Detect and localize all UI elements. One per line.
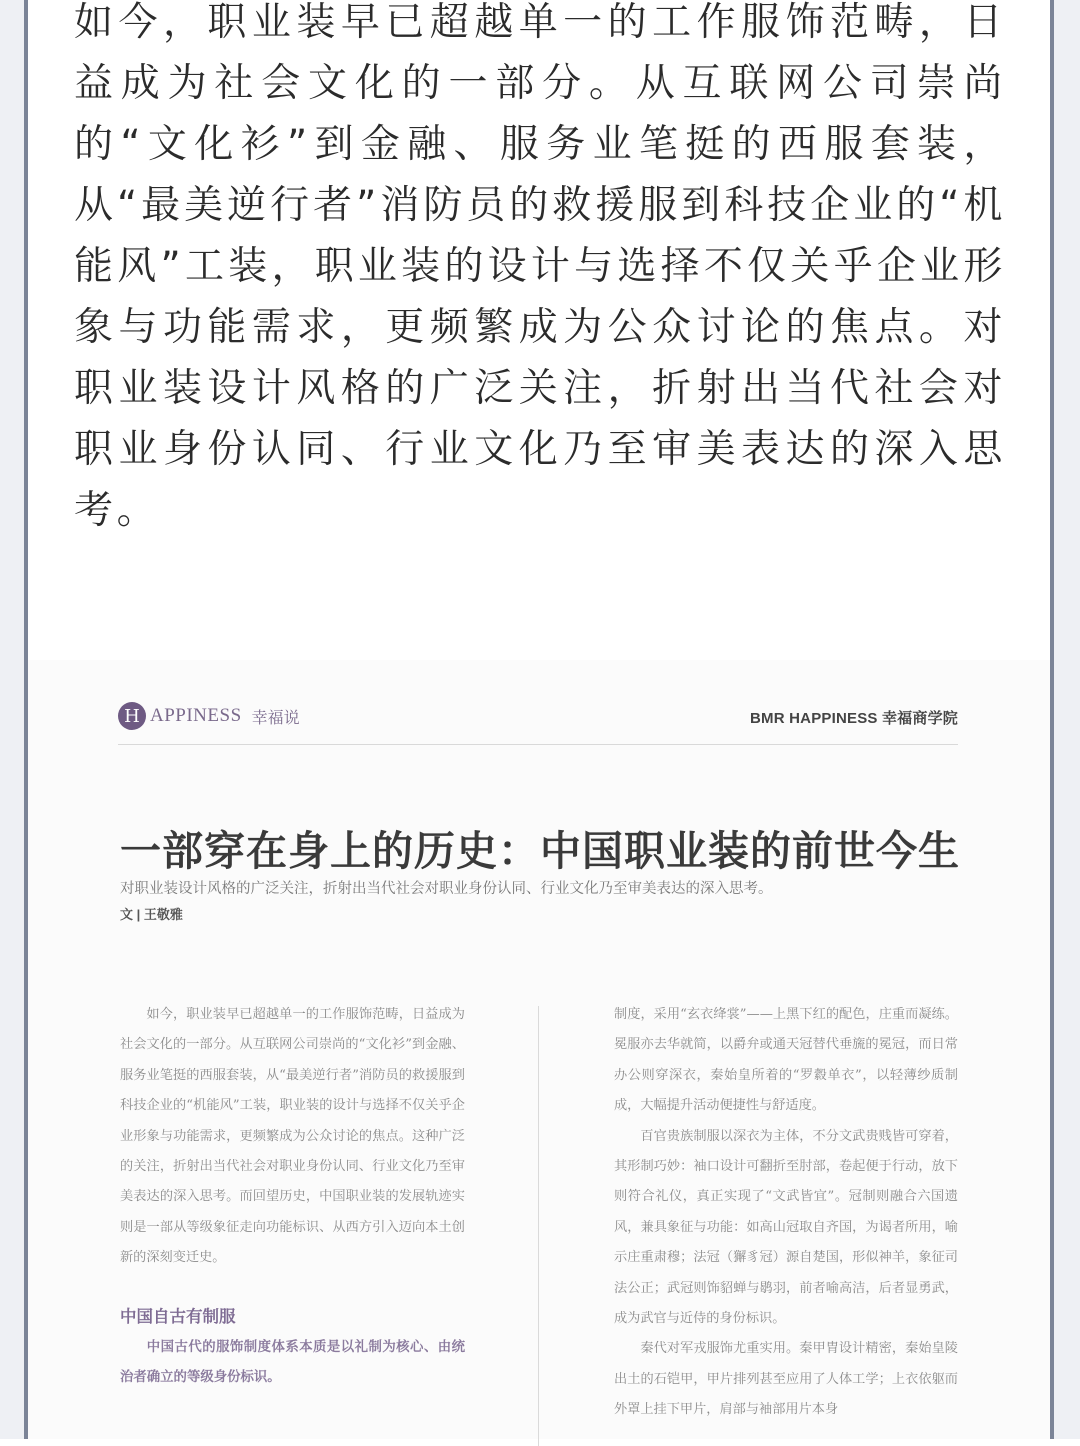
left-paragraph: 如今，职业装早已超越单一的工作服饰范畴，日益成为社会文化的一部分。从互联网公司崇尚的“文化衫”到金融、服务业笔挺的西服套装，从“最美逆行者”消防员的救援服到科技企业的“机能风”工装，职业装的设计与选择不仅关乎企业形象与功能需求，更频繁成为公众讨论的焦点。这种广泛的关注，折射出当代社会对职业身份认同、行业文化乃至审美表达的深入思考。而回望历史，中国职业装的发展轨迹实则是一部从等级象征走向功能标识、从西方引入迈向本土创新的深刻变迁史。 — [120, 1007, 465, 1266]
magazine-masthead: BMR HAPPINESS 幸福商学院 — [750, 710, 958, 727]
column-divider — [538, 1006, 539, 1446]
section-heading: 中国自古有制服 — [120, 1307, 236, 1326]
header-divider — [118, 744, 958, 745]
right-paragraph-3: 秦代对军戎服饰尤重实用。秦甲胄设计精密，秦始皇陵出土的石铠甲，甲片排列甚至应用了人体工学；上衣依躯而外罩上挂下甲片，肩部与袖部用片本身 — [614, 1341, 958, 1418]
magazine-brand — [118, 700, 300, 732]
article-title: 一部穿在身上的历史：中国职业装的前世今生 — [120, 827, 960, 875]
article-byline: 文 | 王敬雅 — [120, 907, 183, 922]
right-paragraph-2: 百官贵族制服以深衣为主体，不分文武贵贱皆可穿着，其形制巧妙：袖口设计可翻折至肘部，卷起便于行动，放下则符合礼仪，真正实现了“文武皆宜”。冠制则融合六国遗风，兼具象征与功能：如高山冠取自齐国，为谒者所用，喻示庄重肃穆；法冠（獬豸冠）源自楚国，形似神羊，象征司法公正；武冠则饰貂蝉与鹖羽，前者喻高洁，后者显勇武，成为武官与近侍的身份标识。 — [614, 1128, 958, 1327]
brand-logo-initial: H — [118, 702, 146, 730]
page-frame-right — [1050, 0, 1080, 1439]
article-column-left — [120, 1000, 465, 1392]
article-subtitle: 对职业装设计风格的广泛关注，折射出当代社会对职业身份认同、行业文化乃至审美表达的深入思考。 — [120, 881, 773, 897]
right-paragraph-1: 制度，采用“玄衣绛裳”——上黑下红的配色，庄重而凝练。冕服亦去华就简，以爵弁或通天冠替代垂旒的冕冠，而日常办公则穿深衣，秦始皇所着的“罗縠单衣”，以轻薄纱质制成，大幅提升活动便捷性与舒适度。 — [614, 1007, 958, 1114]
intro-text-block — [74, 0, 1006, 541]
magazine-page-scan — [28, 660, 1050, 1439]
intro-paragraph: 如今，职业装早已超越单一的工作服饰范畴，日益成为社会文化的一部分。从互联网公司崇尚的“文化衫”到金融、服务业笔挺的西服套装，从“最美逆行者”消防员的救援服到科技企业的“机能风”工装，职业装的设计与选择不仅关乎企业形象与功能需求，更频繁成为公众讨论的焦点。对职业装设计风格的广泛关注，折射出当代社会对职业身份认同、行业文化乃至审美表达的深入思考。 — [74, 0, 1006, 533]
section-lead: 中国古代的服饰制度体系本质是以礼制为核心、由统治者确立的等级身份标识。 — [120, 1338, 465, 1385]
page-frame-left — [0, 0, 28, 1439]
brand-logo-word: APPINESS — [150, 705, 242, 726]
brand-section-name: 幸福说 — [251, 707, 300, 727]
article-column-right — [614, 1000, 958, 1426]
